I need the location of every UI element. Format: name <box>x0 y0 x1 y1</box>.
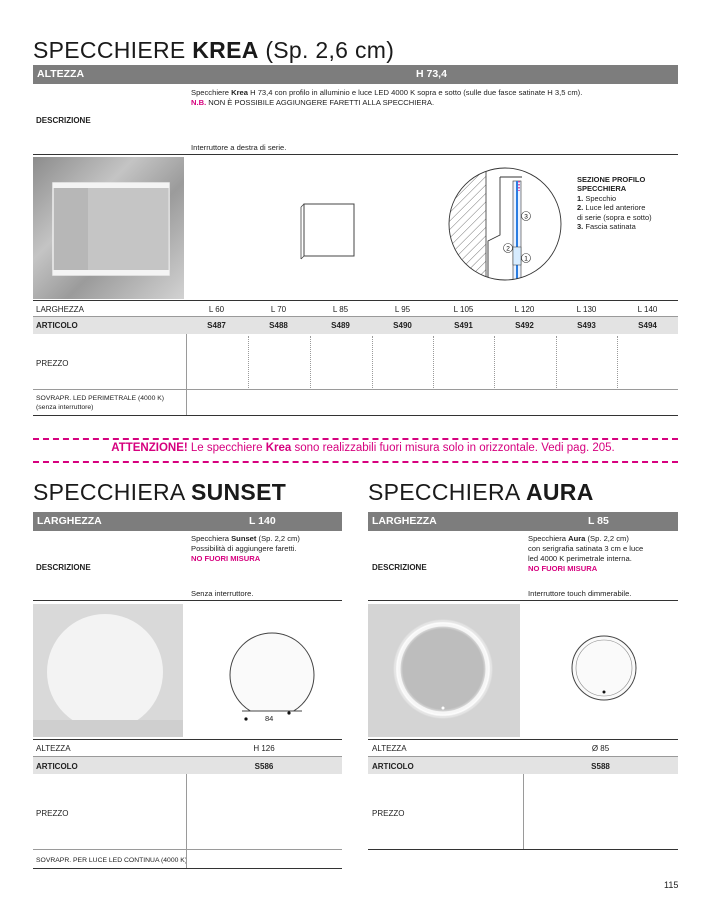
krea-price-col-separator <box>494 336 495 388</box>
krea-article-code: S493 <box>577 321 596 330</box>
krea-title-name: KREA <box>192 37 259 63</box>
krea-nb-label: N.B. <box>191 98 207 107</box>
aura-header-value: L 85 <box>588 515 609 527</box>
aura-image-divider <box>368 739 678 740</box>
krea-price-col-separator <box>372 336 373 388</box>
krea-description-label: DESCRIZIONE <box>36 116 91 125</box>
krea-price-col-separator <box>556 336 557 388</box>
krea-width-label: LARGHEZZA <box>36 305 85 314</box>
krea-article-label: ARTICOLO <box>36 321 78 330</box>
sunset-switch-text: Senza interruttore. <box>191 589 254 598</box>
sunset-price-label: PREZZO <box>36 809 69 818</box>
krea-width-cell: L 130 <box>576 305 597 314</box>
sunset-bottom-line <box>33 868 342 869</box>
sunset-header-bar <box>33 512 342 531</box>
krea-price-label: PREZZO <box>36 359 69 368</box>
sunset-surcharge-col-divider <box>186 849 187 868</box>
krea-header-label: ALTEZZA <box>37 68 85 80</box>
aura-description-label: DESCRIZIONE <box>372 563 427 572</box>
krea-price-col-separator <box>617 336 618 388</box>
krea-article-code: S491 <box>454 321 473 330</box>
notice-krea-custom-size: ATTENZIONE! Le specchiere Krea sono realizzabili fuori misura solo in orizzontale. Vedi pag. 205. <box>111 442 615 454</box>
krea-mirror-drawing <box>300 199 358 261</box>
krea-divider <box>33 154 678 155</box>
aura-product-photo <box>368 604 520 737</box>
sunset-price-row-line <box>33 849 342 850</box>
sunset-title: SPECCHIERA SUNSET <box>33 479 287 505</box>
sunset-photo-mirror <box>33 604 183 737</box>
aura-header-label: LARGHEZZA <box>372 515 437 527</box>
page-number: 115 <box>664 880 679 890</box>
aura-height-value: Ø 85 <box>591 744 610 753</box>
sunset-divider <box>33 600 342 601</box>
aura-article-label: ARTICOLO <box>372 762 414 771</box>
sunset-height-label: ALTEZZA <box>36 744 71 753</box>
aura-divider <box>368 600 678 601</box>
aura-article-code: S588 <box>591 762 610 771</box>
krea-section-legend: SEZIONE PROFILO SPECCHIERA 1. Specchio 2. Luce led anteriore di serie (sopra e sotto) 3. Fascia satinata <box>577 175 652 232</box>
krea-callout-3: 3 <box>524 213 528 221</box>
notice-dash-bottom <box>33 461 678 463</box>
sunset-article-label: ARTICOLO <box>36 762 78 771</box>
krea-price-col-separator <box>433 336 434 388</box>
krea-header-value: H 73,4 <box>416 68 447 80</box>
sunset-description-text: Specchiera Sunset (Sp. 2,2 cm) Possibilità di aggiungere faretti. NO FUORI MISURA <box>191 534 300 563</box>
sunset-mirror-drawing <box>226 627 318 727</box>
krea-width-cell: L 60 <box>208 305 225 314</box>
krea-price-col-separator <box>248 336 249 388</box>
krea-price-col-separator <box>310 336 311 388</box>
krea-image-divider <box>33 300 678 301</box>
krea-bottom-line <box>33 415 678 416</box>
sunset-title-name: SUNSET <box>190 479 287 505</box>
krea-price-row-line <box>33 389 678 390</box>
krea-product-photo <box>33 157 184 299</box>
krea-price-col-divider <box>186 334 187 389</box>
aura-bottom-line <box>368 849 678 850</box>
aura-no-custom-size: NO FUORI MISURA <box>528 564 598 573</box>
notice-dash-top <box>33 438 678 440</box>
krea-article-code: S490 <box>393 321 412 330</box>
aura-header-bar <box>368 512 678 531</box>
aura-price-col-divider <box>523 774 524 849</box>
sunset-price-col-divider <box>186 774 187 849</box>
aura-height-label: ALTEZZA <box>372 744 407 753</box>
aura-switch-text: Interruttore touch dimmerabile. <box>528 589 632 598</box>
aura-title: SPECCHIERA AURA <box>368 479 594 505</box>
sunset-header-value: L 140 <box>249 515 276 527</box>
aura-price-label: PREZZO <box>372 809 405 818</box>
sunset-header-label: LARGHEZZA <box>37 515 102 527</box>
krea-surcharge-label: SOVRAPR. LED PERIMETRALE (4000 K) (senza interruttore) <box>36 395 165 411</box>
sunset-article-code: S586 <box>254 762 274 771</box>
aura-title-name: AURA <box>525 479 594 505</box>
krea-header-bar <box>33 65 678 84</box>
krea-callout-1: 1 <box>524 255 528 263</box>
aura-mirror-drawing <box>570 634 638 702</box>
sunset-dimension-label: 84 <box>265 714 274 723</box>
krea-width-cell: L 85 <box>332 305 349 314</box>
sunset-height-value: H 126 <box>253 744 275 753</box>
krea-article-code: S492 <box>515 321 534 330</box>
sunset-image-divider <box>33 739 342 740</box>
krea-callout-2: 2 <box>506 245 510 253</box>
krea-width-cell: L 120 <box>514 305 535 314</box>
sunset-surcharge-label: SOVRAPR. PER LUCE LED CONTINUA (4000 K) <box>36 857 188 864</box>
aura-description-text: Specchiera Aura (Sp. 2,2 cm) con serigrafia satinata 3 cm e luce led 4000 K perimetrale interna. NO FUORI MISURA <box>528 534 644 573</box>
krea-section-profile-diagram <box>446 165 564 283</box>
sunset-description-label: DESCRIZIONE <box>36 563 91 572</box>
krea-width-cell: L 95 <box>394 305 411 314</box>
krea-surcharge-col-divider <box>186 389 187 415</box>
krea-width-cell: L 140 <box>637 305 658 314</box>
krea-description-text: Specchiere Krea H 73,4 con profilo in alluminio e luce LED 4000 K sopra e sotto (sulle due fasce satinate H 3,5 cm). N.B. NON È POSSIBILE AGGIUNGERE FARETTI ALLA SPECCHIERA. <box>191 88 583 107</box>
krea-title: SPECCHIERE KREA (Sp. 2,6 cm) <box>33 37 395 63</box>
krea-photo-mirror <box>33 157 184 299</box>
krea-width-cell: L 105 <box>453 305 474 314</box>
sunset-product-photo <box>33 604 183 737</box>
krea-switch-text: Interruttore a destra di serie. <box>191 143 287 152</box>
krea-article-code: S488 <box>269 321 288 330</box>
krea-article-code: S487 <box>207 321 226 330</box>
sunset-no-custom-size: NO FUORI MISURA <box>191 554 261 563</box>
krea-width-cell: L 70 <box>270 305 287 314</box>
krea-article-code: S489 <box>331 321 350 330</box>
krea-article-code: S494 <box>638 321 657 330</box>
aura-photo-mirror <box>368 604 520 737</box>
